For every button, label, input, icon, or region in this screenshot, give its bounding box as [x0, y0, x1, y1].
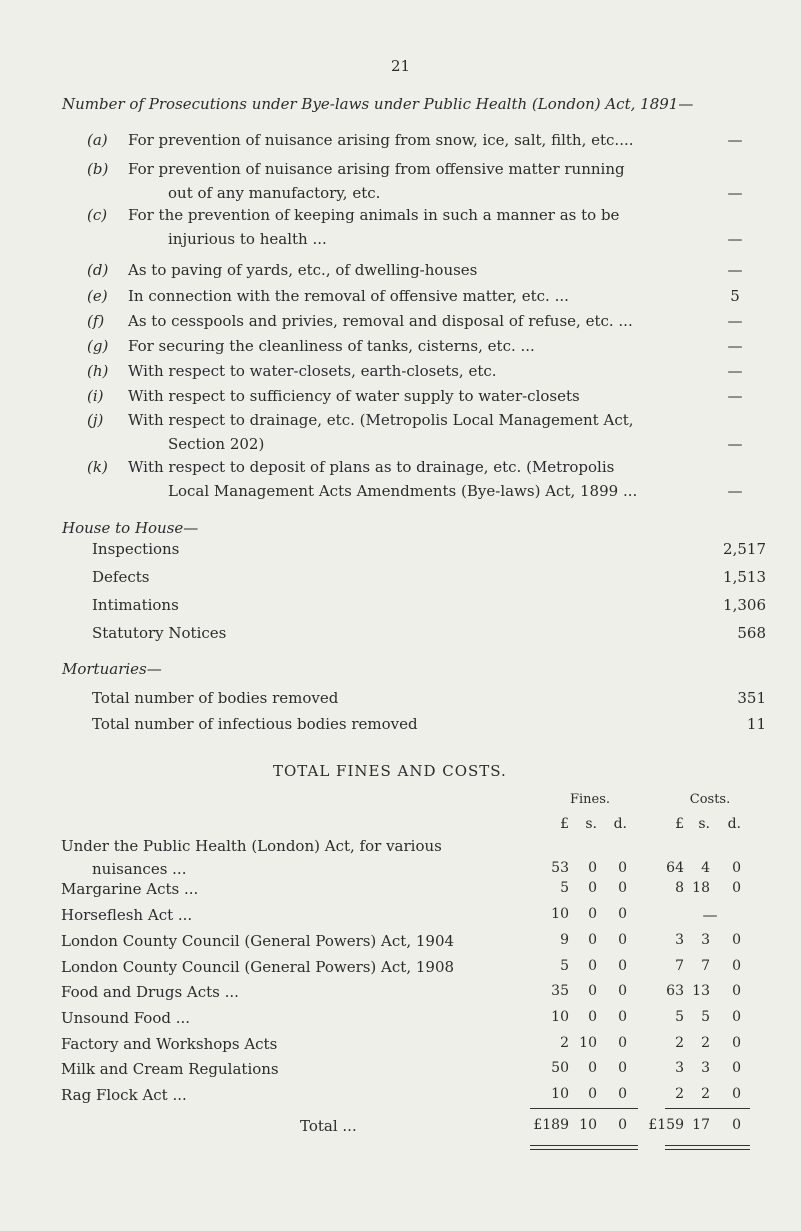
fines-row-label: Unsound Food ... [61, 1009, 191, 1027]
total-rule-top [665, 1108, 750, 1109]
fines-row-label: Under the Public Health (London) Act, for various [61, 837, 442, 855]
total-rule-bottom [665, 1145, 750, 1150]
prosecution-value: — [727, 184, 743, 202]
prosecution-key: (b) [87, 160, 109, 178]
costs-cell: 18 [692, 880, 710, 896]
fines-cell: 2 [560, 1035, 569, 1051]
prosecution-key: (c) [87, 206, 108, 224]
costs-total-cell: 0 [732, 1117, 741, 1133]
costs-cell: 3 [675, 932, 684, 948]
costs-column-header: Costs. [689, 792, 731, 807]
fines-cell: 0 [618, 1009, 627, 1025]
house-to-house-value: 568 [737, 624, 766, 642]
costs-cell: 13 [692, 983, 710, 999]
fines-cell: 0 [618, 1086, 627, 1102]
fines-cell: 5 [560, 880, 569, 896]
fines-cell: 0 [588, 983, 597, 999]
fines-row-label: nuisances ... [92, 860, 187, 878]
prosecution-value: — [727, 435, 743, 453]
prosecution-text: For prevention of nuisance arising from offensive matter running [128, 160, 625, 178]
fines-cell: 0 [618, 932, 627, 948]
prosecution-text: With respect to drainage, etc. (Metropolis Local Management Act, [128, 411, 634, 429]
prosecution-key: (f) [87, 312, 105, 330]
costs-cell: 3 [701, 1060, 710, 1076]
fines-cell: 0 [618, 906, 627, 922]
costs-cell: 64 [666, 860, 684, 876]
fines-cell: 0 [618, 958, 627, 974]
costs-unit-pence: d. [727, 816, 741, 832]
prosecution-text: For prevention of nuisance arising from snow, ice, salt, filth, etc.... [128, 131, 634, 149]
prosecution-text: With respect to sufficiency of water supply to water-closets [128, 387, 580, 405]
fines-cell: 0 [588, 1060, 597, 1076]
fines-cell: 9 [560, 932, 569, 948]
house-to-house-value: 2,517 [723, 540, 766, 558]
prosecution-value: — [727, 261, 743, 279]
fines-cell: 10 [551, 906, 569, 922]
costs-cell: 0 [732, 983, 741, 999]
costs-cell: 0 [732, 932, 741, 948]
prosecution-value: — [727, 337, 743, 355]
prosecution-text: Section 202) [168, 435, 265, 453]
prosecution-value: — [727, 387, 743, 405]
fines-cell: 0 [588, 1009, 597, 1025]
prosecution-key: (a) [87, 131, 108, 149]
fines-cell: 0 [618, 983, 627, 999]
page-number: 21 [390, 57, 411, 75]
costs-cell: 7 [675, 958, 684, 974]
fines-total-cell: £189 [533, 1117, 569, 1133]
costs-cell: 0 [732, 1060, 741, 1076]
costs-cell: 0 [732, 1035, 741, 1051]
prosecution-text: With respect to water-closets, earth-closets, etc. [128, 362, 497, 380]
costs-cell: 7 [701, 958, 710, 974]
prosecution-key: (j) [87, 411, 104, 429]
costs-cell: 0 [732, 1009, 741, 1025]
fines-table-title: TOTAL FINES AND COSTS. [273, 762, 507, 780]
prosecutions-heading: Number of Prosecutions under Bye-laws under Public Health (London) Act, 1891— [62, 95, 694, 113]
fines-column-header: Fines. [569, 792, 611, 807]
house-to-house-label: Defects [92, 568, 150, 586]
costs-cell: 0 [732, 1086, 741, 1102]
fines-row-label: Horseflesh Act ... [61, 906, 193, 924]
fines-cell: 10 [579, 1035, 597, 1051]
prosecution-value: 5 [730, 287, 740, 305]
prosecution-key: (h) [87, 362, 109, 380]
costs-cell: 2 [701, 1086, 710, 1102]
costs-cell: 3 [701, 932, 710, 948]
costs-cell: 8 [675, 880, 684, 896]
prosecution-text: For the prevention of keeping animals in such a manner as to be [128, 206, 620, 224]
costs-total-cell: 17 [692, 1117, 710, 1133]
fines-cell: 0 [588, 932, 597, 948]
fines-row-label: London County Council (General Powers) Act, 1904 [61, 932, 455, 950]
fines-unit-pound: £ [560, 816, 569, 832]
house-to-house-title: House to House— [62, 519, 199, 537]
costs-cell: 63 [666, 983, 684, 999]
fines-row-label: Margarine Acts ... [61, 880, 199, 898]
fines-cell: 10 [551, 1086, 569, 1102]
fines-cell: 0 [618, 880, 627, 896]
fines-unit-shilling: s. [585, 816, 597, 832]
prosecution-text: With respect to deposit of plans as to drainage, etc. (Metropolis [128, 458, 615, 476]
fines-cell: 0 [588, 860, 597, 876]
prosecution-value: — [727, 131, 743, 149]
costs-cell-dash: — [702, 906, 718, 924]
fines-cell: 0 [588, 880, 597, 896]
costs-cell: 5 [675, 1009, 684, 1025]
fines-total-cell: 10 [579, 1117, 597, 1133]
mortuaries-title: Mortuaries— [62, 660, 162, 678]
fines-cell: 53 [551, 860, 569, 876]
prosecution-key: (d) [87, 261, 109, 279]
costs-cell: 4 [701, 860, 710, 876]
fines-cell: 10 [551, 1009, 569, 1025]
total-rule-bottom [530, 1145, 638, 1150]
fines-cell: 0 [618, 1035, 627, 1051]
fines-cell: 0 [618, 860, 627, 876]
house-to-house-value: 1,513 [723, 568, 766, 586]
fines-cell: 0 [618, 1060, 627, 1076]
prosecution-text: In connection with the removal of offensive matter, etc. ... [128, 287, 569, 305]
mortuary-label: Total number of bodies removed [92, 689, 339, 707]
prosecution-text: injurious to health ... [168, 230, 327, 248]
costs-cell: 5 [701, 1009, 710, 1025]
fines-cell: 0 [588, 906, 597, 922]
prosecution-text: Local Management Acts Amendments (Bye-laws) Act, 1899 ... [168, 482, 638, 500]
costs-cell: 0 [732, 860, 741, 876]
costs-unit-shilling: s. [698, 816, 710, 832]
fines-unit-pence: d. [613, 816, 627, 832]
house-to-house-label: Inspections [92, 540, 180, 558]
house-to-house-label: Intimations [92, 596, 179, 614]
prosecution-value: — [727, 230, 743, 248]
fines-total-label: Total ... [300, 1117, 357, 1135]
fines-cell: 50 [551, 1060, 569, 1076]
mortuary-value: 351 [737, 689, 766, 707]
prosecution-value: — [727, 362, 743, 380]
costs-cell: 2 [675, 1086, 684, 1102]
prosecution-text: out of any manufactory, etc. [168, 184, 381, 202]
fines-row-label: London County Council (General Powers) Act, 1908 [61, 958, 455, 976]
fines-row-label: Rag Flock Act ... [61, 1086, 187, 1104]
prosecution-key: (e) [87, 287, 108, 305]
fines-cell: 0 [588, 1086, 597, 1102]
prosecution-text: As to cesspools and privies, removal and disposal of refuse, etc. ... [128, 312, 633, 330]
costs-unit-pound: £ [675, 816, 684, 832]
fines-cell: 5 [560, 958, 569, 974]
mortuary-label: Total number of infectious bodies removed [92, 715, 418, 733]
house-to-house-value: 1,306 [723, 596, 766, 614]
fines-cell: 0 [588, 958, 597, 974]
prosecution-key: (i) [87, 387, 104, 405]
prosecution-text: As to paving of yards, etc., of dwelling-houses [128, 261, 478, 279]
costs-cell: 2 [675, 1035, 684, 1051]
fines-total-cell: 0 [618, 1117, 627, 1133]
costs-total-cell: £159 [648, 1117, 684, 1133]
costs-cell: 3 [675, 1060, 684, 1076]
prosecution-key: (g) [87, 337, 109, 355]
fines-row-label: Food and Drugs Acts ... [61, 983, 239, 1001]
fines-row-label: Milk and Cream Regulations [61, 1060, 279, 1078]
costs-cell: 2 [701, 1035, 710, 1051]
total-rule-top [530, 1108, 638, 1109]
prosecution-key: (k) [87, 458, 108, 476]
prosecution-text: For securing the cleanliness of tanks, cisterns, etc. ... [128, 337, 535, 355]
prosecution-value: — [727, 312, 743, 330]
fines-row-label: Factory and Workshops Acts [61, 1035, 278, 1053]
house-to-house-label: Statutory Notices [92, 624, 227, 642]
mortuary-value: 11 [746, 715, 766, 733]
prosecution-value: — [727, 482, 743, 500]
costs-cell: 0 [732, 880, 741, 896]
costs-cell: 0 [732, 958, 741, 974]
fines-cell: 35 [551, 983, 569, 999]
